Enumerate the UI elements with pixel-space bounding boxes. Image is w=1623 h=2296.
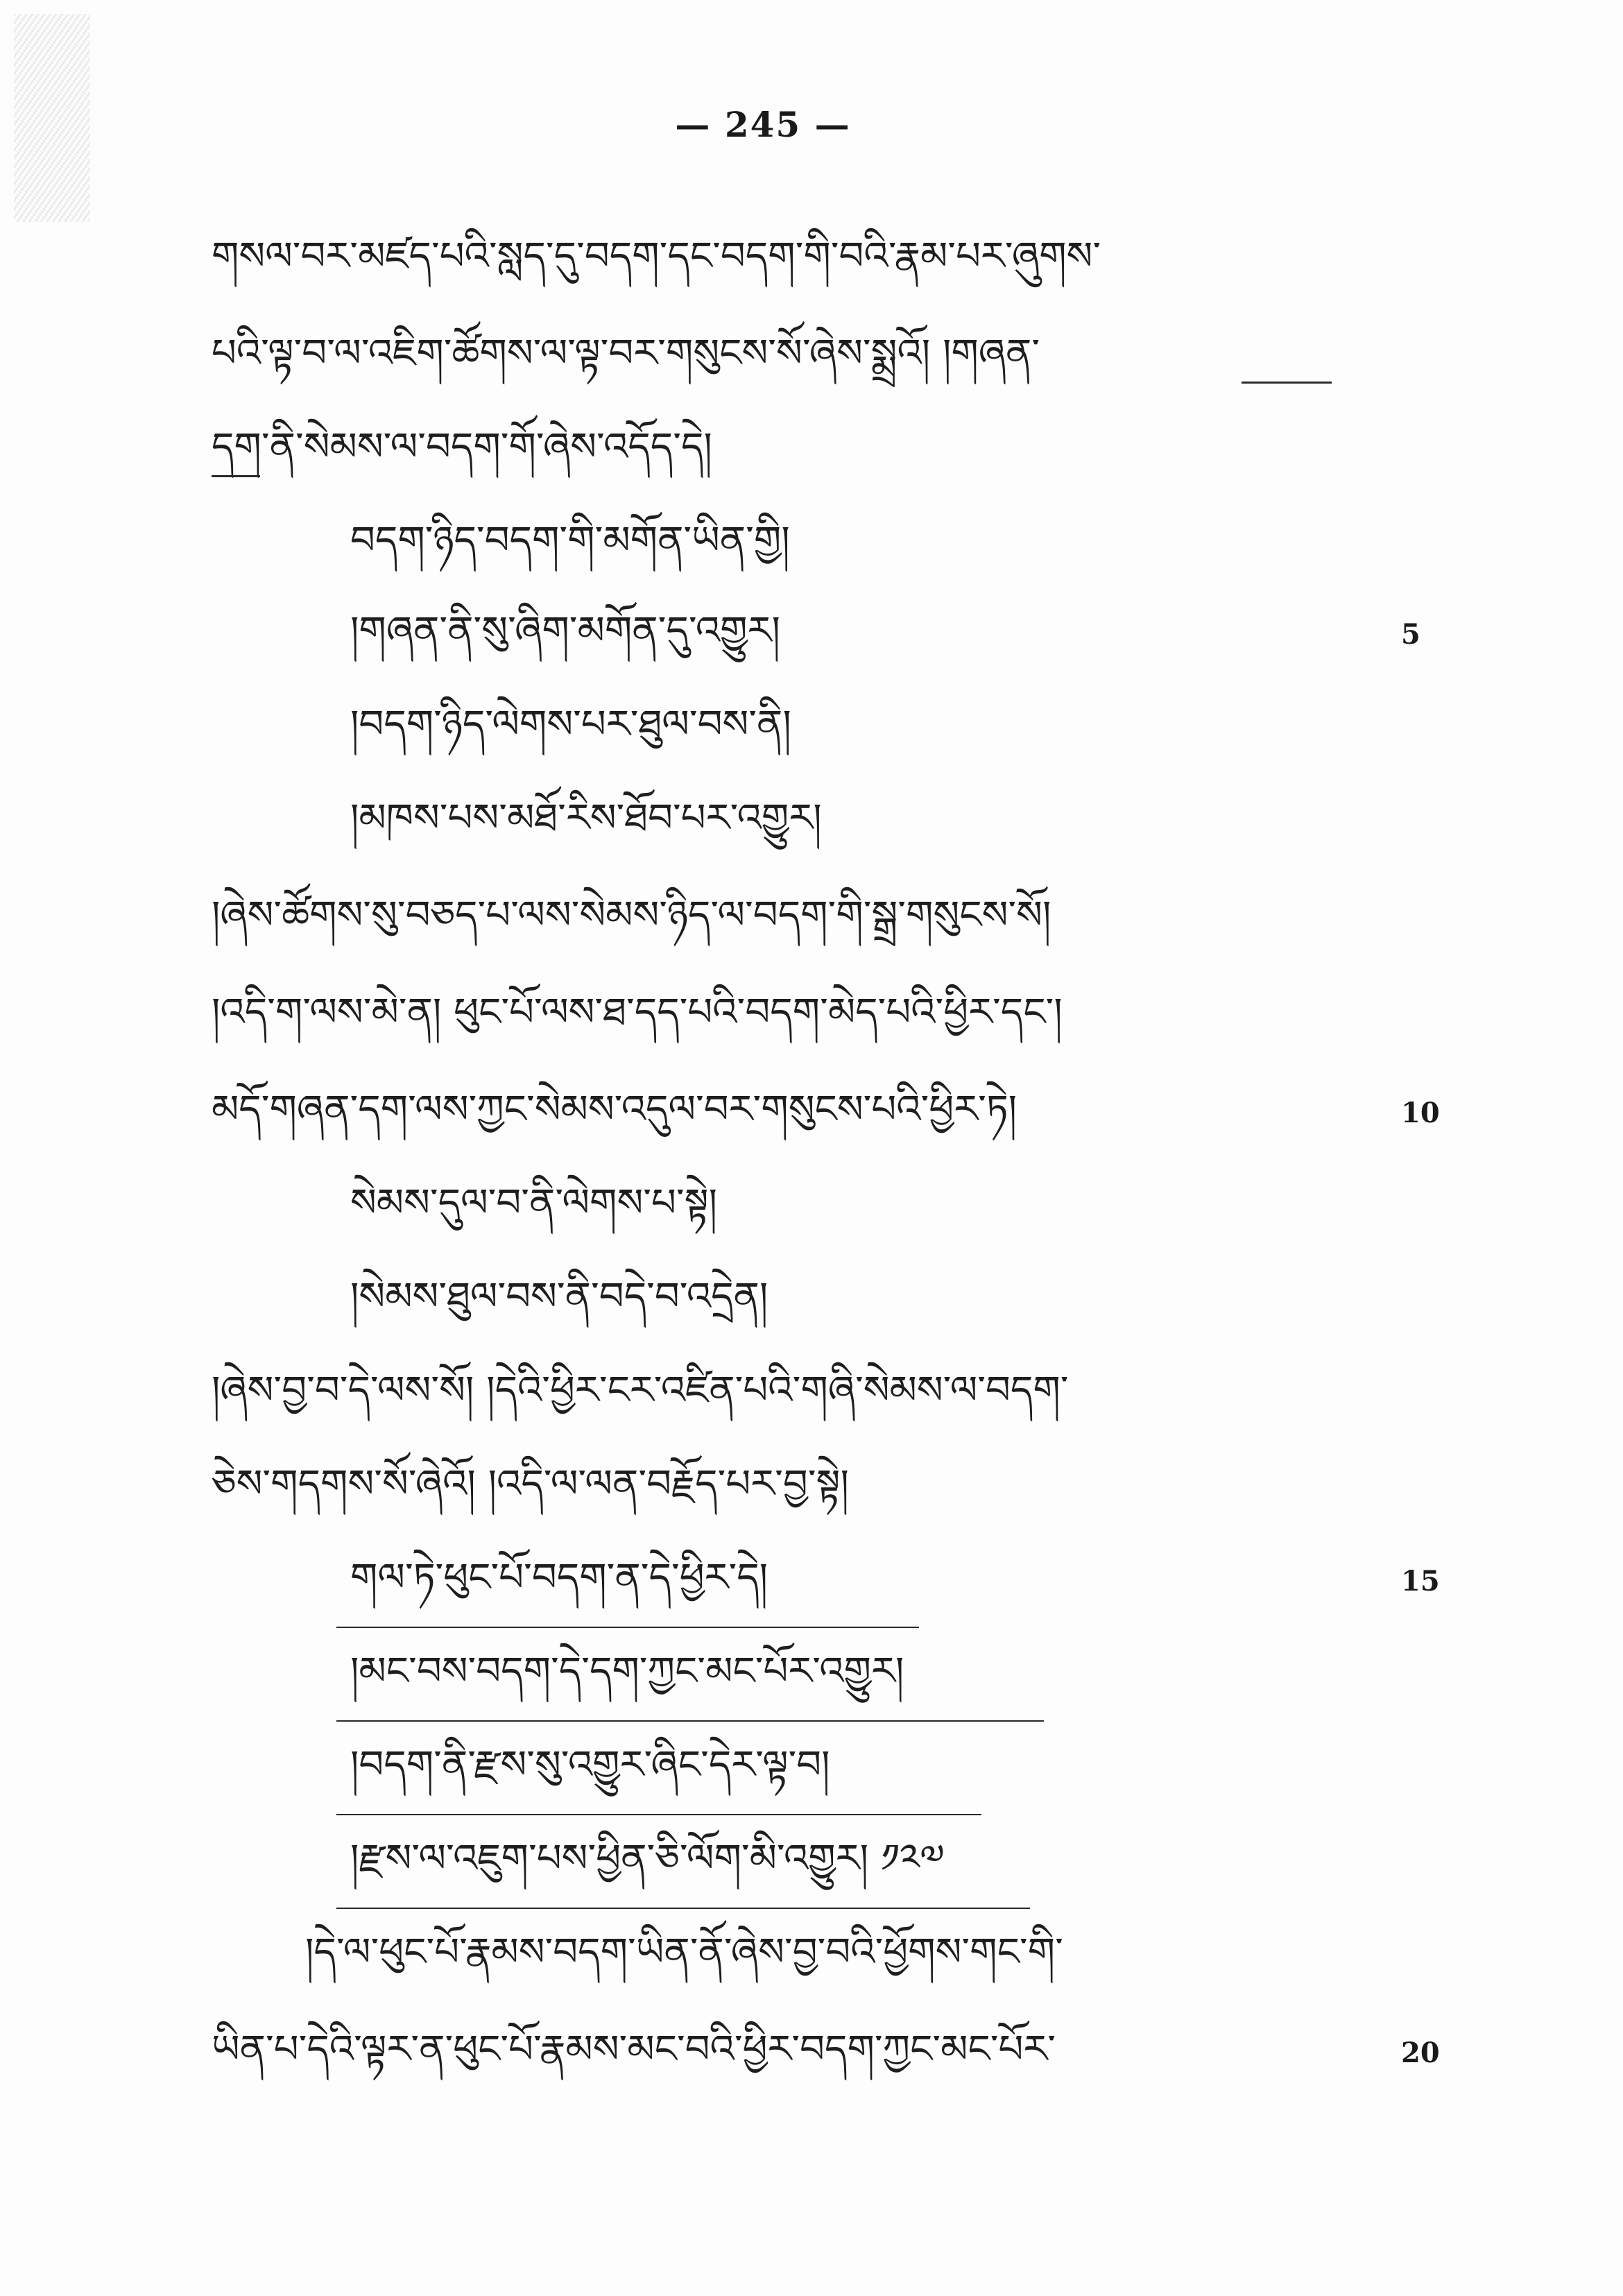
verse-line-4: བདག་ཉིད་བདག་གི་མགོན་ཡིན་གྱི། [350, 518, 790, 563]
text-line-8: །ཞེས་ཚོགས་སུ་བཅད་པ་ལས་སེམས་ཉིད་ལ་བདག་གི་སྒྲ་གསུངས་སོ། [212, 893, 1051, 938]
text-line-10: མདོ་གཞན་དག་ལས་ཀྱང་སེམས་འདུལ་བར་གསུངས་པའི་ཕྱིར་ཏེ། [212, 1087, 1017, 1132]
text-line-2: པའི་ལྟ་བ་ལ་འཇིག་ཚོགས་ལ་ལྟ་བར་གསུངས་སོ་ཞེས་སྨྲའོ། །གཞན་ [212, 331, 1040, 376]
underline-rule [336, 1720, 1044, 1722]
verse-line-7: །མཁས་པས་མཐོ་རིས་ཐོབ་པར་འགྱུར། [350, 796, 822, 841]
line-number-5: 5 [1401, 618, 1420, 651]
text-line-14: ཅེས་གདགས་སོ་ཞེའོ། །འདི་ལ་ལན་བརྗོད་པར་བྱ་སྟེ། [212, 1462, 849, 1507]
line-number-20: 20 [1401, 2037, 1440, 2069]
text-line-19: །དེ་ལ་ཕུང་པོ་རྣམས་བདག་ཡིན་ནོ་ཞེས་བྱ་བའི་ཕྱོགས་གང་གི་ [305, 1930, 1063, 1975]
verse-line-6: །བདག་ཉིད་ལེགས་པར་ཐུལ་བས་ནི། [350, 702, 791, 747]
underline-rule [1242, 382, 1332, 384]
verse-line-12: །སེམས་ཐུལ་བས་ནི་བདེ་བ་འདྲེན། [350, 1274, 768, 1319]
underline-rule [336, 1627, 919, 1628]
text-line-3: དག་ནི་སེམས་ལ་བདག་གོ་ཞེས་འདོད་དེ། [212, 425, 712, 470]
verse-line-11: སེམས་དུལ་བ་ནི་ལེགས་པ་སྟེ། [350, 1181, 718, 1226]
text-line-1: གསལ་བར་མཛད་པའི་སླད་དུ་བདག་དང་བདག་གི་བའི་རྣམ་པར་ཞུགས་ [212, 234, 1101, 279]
text-line-20: ཡིན་པ་དེའི་ལྟར་ན་ཕུང་པོ་རྣམས་མང་བའི་ཕྱིར་བདག་ཀྱང་མང་པོར་ [212, 2027, 1056, 2072]
line-number-15: 15 [1401, 1565, 1440, 1597]
text-line-13: །ཞེས་བྱ་བ་དེ་ལས་སོ། །དེའི་ཕྱིར་ངར་འཛིན་པའི་གཞི་སེམས་ལ་བདག་ [212, 1368, 1069, 1413]
page-number: — 245 — [675, 104, 851, 145]
verse-line-16: །མང་བས་བདག་དེ་དག་ཀྱང་མང་པོར་འགྱུར། [350, 1649, 904, 1694]
line-number-10: 10 [1401, 1097, 1440, 1129]
underline-rule [336, 1908, 1030, 1909]
text-line-9: །འདི་ག་ལས་མེ་ན། ཕུང་པོ་ལས་ཐ་དད་པའི་བདག་མེད་པའི་ཕྱིར་དང་། [212, 990, 1063, 1035]
verse-line-17: །བདག་ནི་རྫས་སུ་འགྱུར་ཞིང་དེར་ལྟ་བ། [350, 1742, 830, 1788]
verse-line-15: གལ་ཏེ་ཕུང་པོ་བདག་ན་དེ་ཕྱིར་དེ། [350, 1555, 768, 1600]
underline-rule [336, 1814, 981, 1815]
underline-rule [212, 475, 260, 477]
verse-line-5: །གཞན་ནི་སུ་ཞིག་མགོན་དུ་འགྱུར། [350, 608, 780, 653]
verse-line-18: །རྫས་ལ་འཇུག་པས་ཕྱིན་ཅི་ལོག་མི་འགྱུར། ༡༢༧ [350, 1836, 945, 1881]
